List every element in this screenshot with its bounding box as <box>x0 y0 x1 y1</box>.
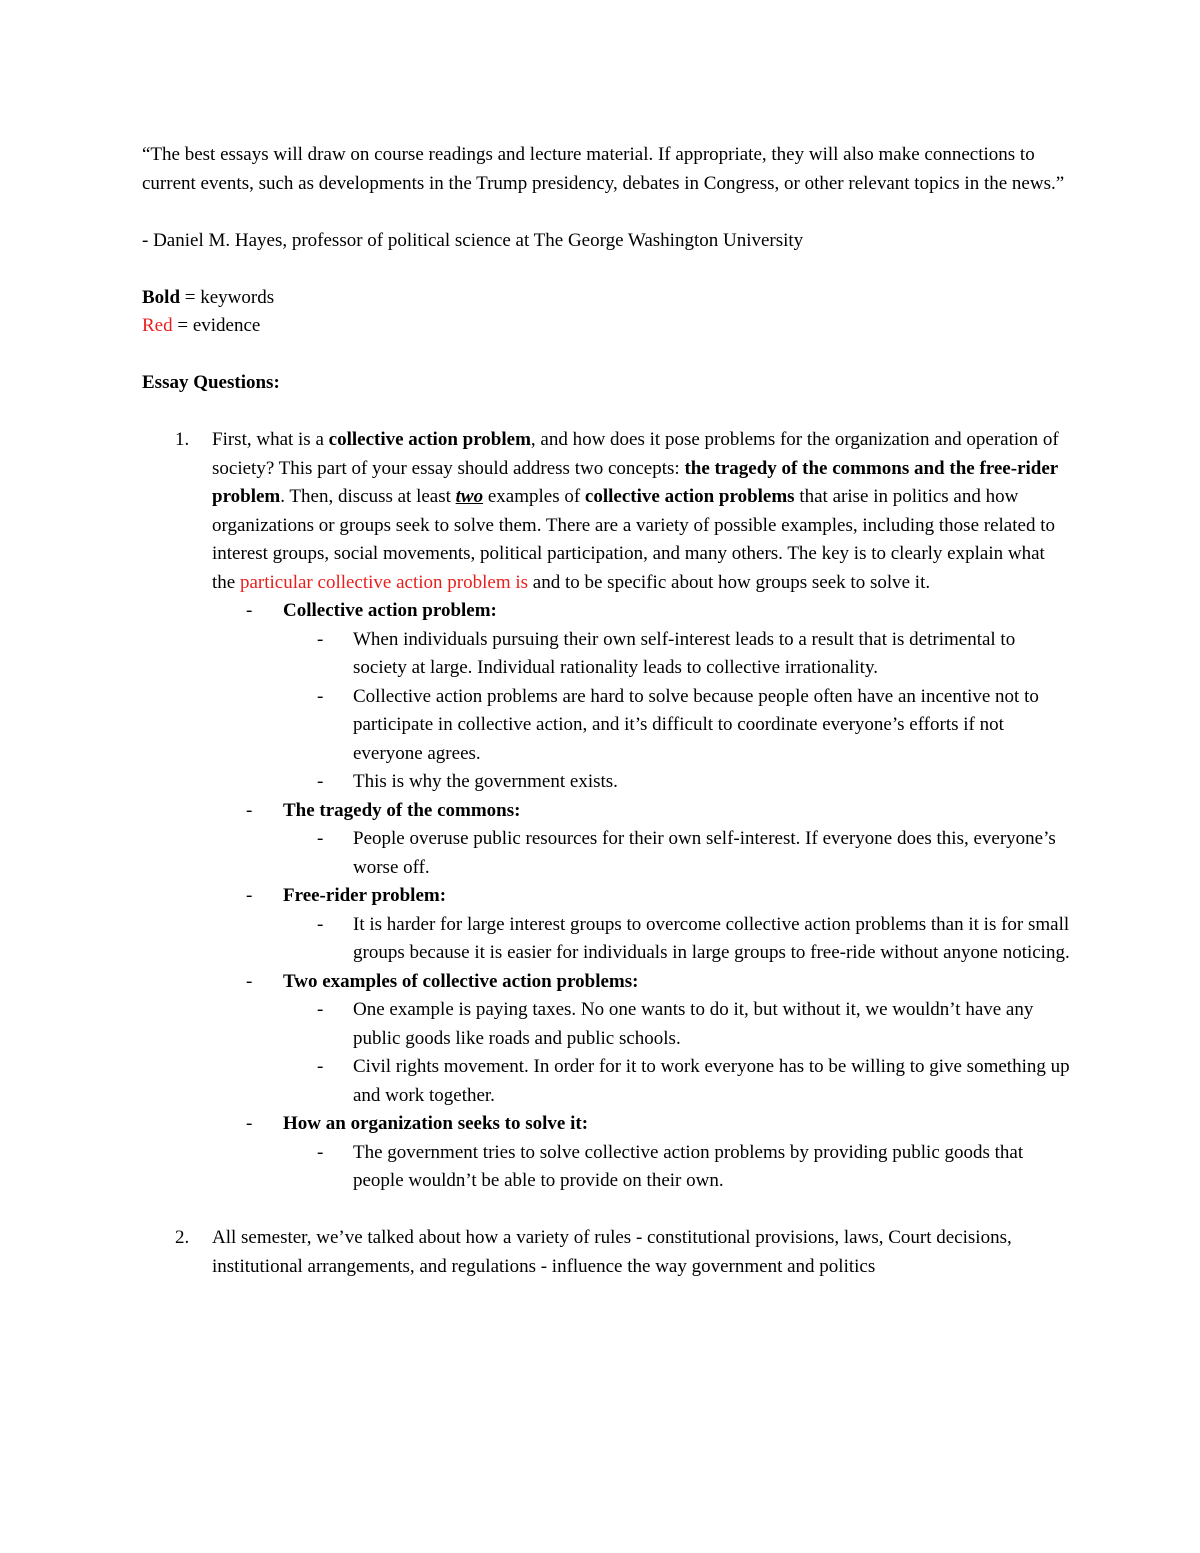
dash-bullet: - <box>246 600 253 621</box>
list-item-text: This is why the government exists. <box>353 771 618 792</box>
legend-bold-label: Bold <box>142 286 181 308</box>
essay-heading <box>142 369 1072 398</box>
dash-bullet: - <box>317 1056 324 1077</box>
dash-bullet: - <box>317 1141 324 1163</box>
question-2-text: All semester, we’ve talked about how a variety of rules - constitutional provisions, laws, Court decisions, institutional arrangements, and regulations - influence the way government and politics <box>212 1227 1012 1277</box>
list-item-text: When individuals pursuing their own self-interest leads to a result that is detrimental to society at large. Individual rationality leads to collective irrationality. <box>353 628 1016 678</box>
legend-bold-rest: = keywords <box>180 286 275 308</box>
section-heading <box>142 597 1072 626</box>
list-item <box>142 768 1072 797</box>
question-1-text <box>212 426 1072 597</box>
list-item <box>142 1139 1072 1196</box>
question-1 <box>142 426 1072 597</box>
list-item <box>142 825 1072 882</box>
dash-bullet: - <box>317 628 324 650</box>
list-item-text: Collective action problems are hard to solve because people often have an incentive not to participate in collective action, and it’s difficult to coordinate everyone’s efforts if not everyone agrees. <box>353 685 1039 764</box>
list-item <box>142 911 1072 968</box>
quote-attribution: - Daniel M. Hayes, professor of political science at The George Washington University <box>142 229 804 251</box>
section-heading-text: Two examples of collective action problems: <box>283 970 639 992</box>
list-item-text: Civil rights movement. In order for it to work everyone has to be willing to give something up and work together. <box>353 1056 1070 1106</box>
spacer <box>142 341 1072 370</box>
q1-evidence: particular collective action problem is <box>239 571 529 593</box>
question-number: 2. <box>175 1227 190 1248</box>
section-heading <box>142 797 1072 826</box>
quote-text: “The best essays will draw on course readings and lecture material. If appropriate, they will also make connections to current events, such as developments in the Trump presidency, debates in Congress, or other relevant topics in the news.” <box>142 144 1065 194</box>
list-item-text: One example is paying taxes. No one wants to do it, but without it, we wouldn’t have any public goods like roads and public schools. <box>353 999 1034 1049</box>
dash-bullet: - <box>317 771 324 792</box>
q1-text-part: , and how does it pose problems for the organization and operation of society? This part of your essay should address two concepts: <box>212 429 1059 479</box>
spacer <box>142 1196 1072 1225</box>
section-heading <box>142 1110 1072 1139</box>
legend-red <box>142 312 1072 341</box>
section-heading-text: How an organization seeks to solve it: <box>283 1113 589 1134</box>
legend-red-label: Red <box>142 315 173 336</box>
question-2 <box>142 1224 1072 1281</box>
dash-bullet: - <box>317 913 324 935</box>
document-body <box>142 141 1072 1281</box>
list-item <box>142 626 1072 683</box>
dash-bullet: - <box>246 970 253 992</box>
section-heading <box>142 968 1072 997</box>
q1-text-part: examples of <box>483 486 585 507</box>
section-heading <box>142 882 1072 911</box>
list-item-text: The government tries to solve collective action problems by providing public goods that people wouldn’t be able to provide on their own. <box>353 1141 1024 1191</box>
section-heading-text: Free-rider problem: <box>283 885 447 906</box>
spacer <box>142 198 1072 227</box>
dash-bullet: - <box>317 828 324 849</box>
legend-bold <box>142 284 1072 313</box>
section-heading-text: The tragedy of the commons: <box>283 799 521 821</box>
list-item-text: It is harder for large interest groups to overcome collective action problems than it is for small groups because it is easier for individuals in large groups to free-ride without anyone noticing. <box>353 913 1070 963</box>
section-heading-text: Collective action problem: <box>283 600 497 621</box>
list-item <box>142 1053 1072 1110</box>
spacer <box>142 398 1072 427</box>
q1-keyword: collective action problem <box>328 429 531 450</box>
dash-bullet: - <box>317 999 324 1020</box>
spacer <box>142 255 1072 284</box>
list-item-text: People overuse public resources for their own self-interest. If everyone does this, everyone’s worse off. <box>353 828 1056 878</box>
dash-bullet: - <box>246 1113 253 1134</box>
q1-keyword: the tragedy of the commons and the free-rider problem <box>212 457 1058 507</box>
q1-text-part: that arise in politics and how organizations or groups seek to solve them. There are a variety of possible examples, including those related to interest groups, social movements, political participation, and many others. The key is to clearly explain what the <box>212 486 1055 593</box>
dash-bullet: - <box>246 885 253 906</box>
question-number: 1. <box>175 429 190 450</box>
q1-keyword: collective action problems <box>584 486 795 507</box>
q1-emphasis: two <box>455 486 484 507</box>
q1-text-part: and to be specific about how groups seek to solve it. <box>528 571 931 593</box>
dash-bullet: - <box>317 685 324 707</box>
q1-text-part: . Then, discuss at least <box>280 486 456 507</box>
dash-bullet: - <box>246 799 253 821</box>
list-item <box>142 996 1072 1053</box>
legend-red-rest: = evidence <box>172 315 261 336</box>
essay-heading-text: Essay Questions: <box>142 372 280 393</box>
list-item <box>142 683 1072 769</box>
q1-text-part: First, what is a <box>212 429 329 450</box>
